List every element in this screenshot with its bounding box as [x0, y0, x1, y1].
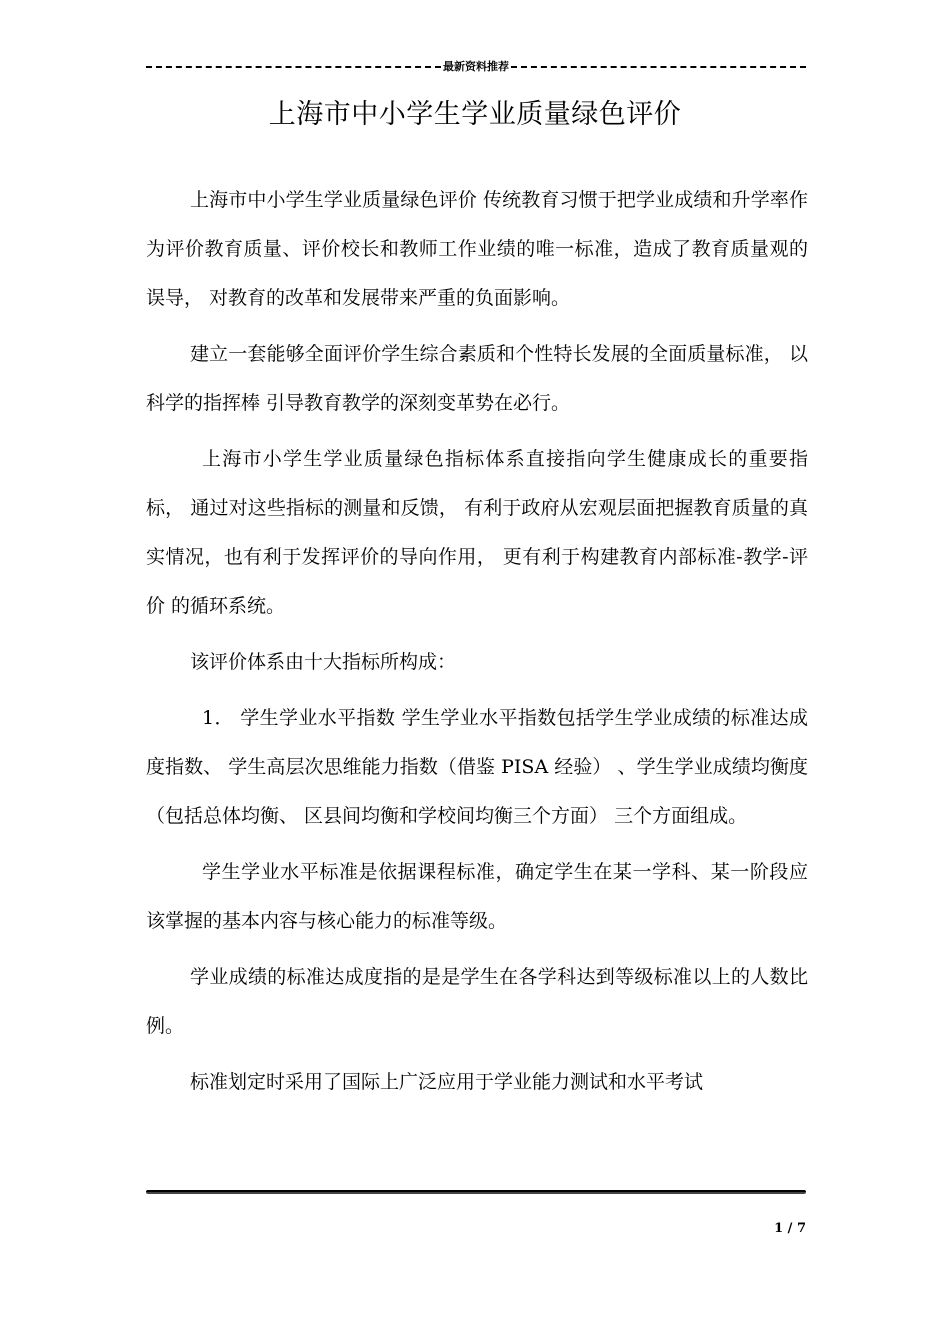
- page-header: [146, 58, 806, 74]
- paragraph: 建立一套能够全面评价学生综合素质和个性特长发展的全面质量标准， 以科学的指挥棒 引导教育教学的深刻变革势在必行。: [146, 343, 808, 414]
- paragraph: 学生学业水平标准是依据课程标准，确定学生在某一学科、某一阶段应该掌握的基本内容与核心能力的标准等级。: [146, 861, 808, 932]
- paragraph: 上海市中小学生学业质量绿色评价 传统教育习惯于把学业成绩和升学率作为评价教育质量、评价校长和教师工作业绩的唯一标准，造成了教育质量观的误导， 对教育的改革和发展带来严重的负面影响。: [146, 189, 808, 309]
- paragraph: 1． 学生学业水平指数 学生学业水平指数包括学生学业成绩的标准达成度指数、 学生高层次思维能力指数（借鉴 PISA 经验） 、学生学业成绩均衡度（包括总体均衡、 区县间均衡和学校间均衡三个方面） 三个方面组成。: [146, 707, 808, 827]
- header-label: 最新资料推荐: [443, 60, 509, 73]
- document-title: 上海市中小学生学业质量绿色评价: [268, 99, 682, 130]
- paragraph: 标准划定时采用了国际上广泛应用于学业能力测试和水平考试: [190, 1071, 704, 1093]
- paragraph: 该评价体系由十大指标所构成：: [190, 651, 457, 673]
- header-dashes-left: [146, 66, 441, 68]
- document-body: [146, 176, 808, 1107]
- paragraph: 学业成绩的标准达成度指的是是学生在各学科达到等级标准以上的人数比例。: [146, 966, 808, 1037]
- paragraph: 上海市小学生学业质量绿色指标体系直接指向学生健康成长的重要指标， 通过对这些指标的测量和反馈， 有利于政府从宏观层面把握教育质量的真实情况，也有利于发挥评价的导向作用， 更有利于构建教育内部标准-教学-评价 的循环系统。: [146, 448, 808, 617]
- footer-divider: [146, 1190, 806, 1194]
- header-dashes-right: [511, 66, 806, 68]
- page-number: 1 / 7: [774, 1221, 806, 1236]
